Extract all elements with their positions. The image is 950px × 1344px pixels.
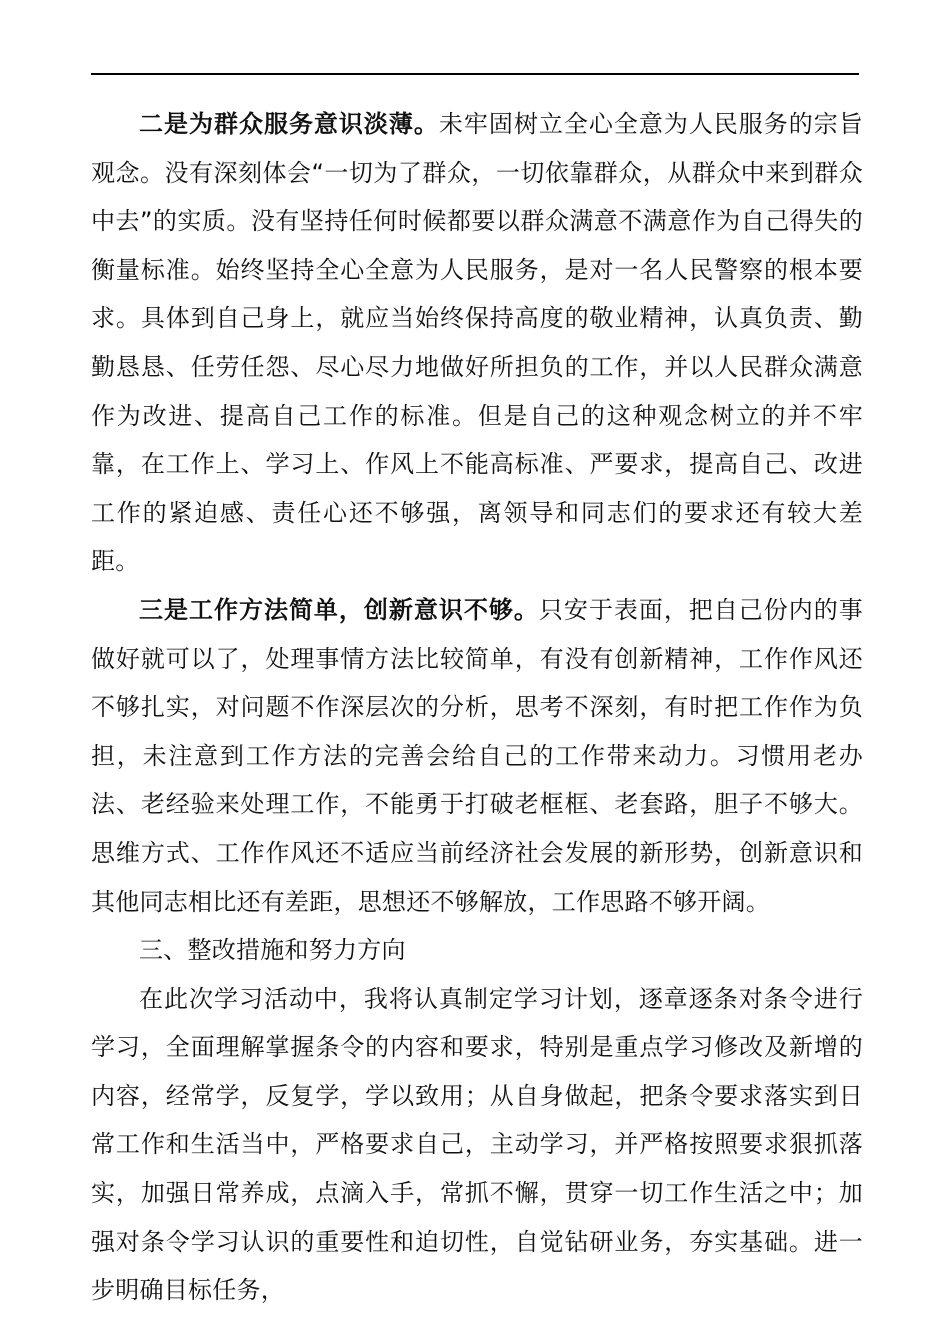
paragraph-text: 未牢固树立全心全意为人民服务的宗旨观念。没有深刻体会“一切为了群众，一切依靠群众，从群众中来到群众中去”的实质。没有坚持任何时候都要以群众满意不满意作为自己得失的衡量标准。始终坚持全心全意为人民服务，是对一名人民警察的根本要求。具体到自己身上，就应当始终保持高度的敬业精神，认真负责、勤勤恳恳、任劳任怨、尽心尽力地做好所担负的工作，并以人民群众满意作为改进、提高自己工作的标准。但是自己的这种观念树立的并不牢靠，在工作上、学习上、作风上不能高标准、严要求，提高自己、改进工作的紧迫感、责任心还不够强，离领导和同志们的要求还有较大差距。	[91, 110, 864, 576]
paragraph-rectification: 在此次学习活动中，我将认真制定学习计划，逐章逐条对条令进行学习，全面理解掌握条令的内容和要求，特别是重点学习修改及新增的内容，经常学，反复学，学以致用；从自身做起，把条令要求落实到日常工作和生活当中，严格要求自己，主动学习，并严格按照要求狠抓落实，加强日常养成，点滴入手，常抓不懈，贯穿一切工作生活之中；加强对条令学习认识的重要性和迫切性，自觉钻研业务，夯实基础。进一步明确目标任务，	[91, 984, 863, 1305]
paragraph-lead: 二是为群众服务意识淡薄。	[139, 110, 439, 138]
paragraph-lead: 三是工作方法简单，创新意识不够。	[139, 595, 539, 624]
section-heading: 三、整改措施和努力方向	[139, 936, 406, 965]
document-body	[91, 100, 863, 1315]
paragraph-text: 只安于表面，把自己份内的事做好就可以了，处理事情方法比较简单，有没有创新精神，工作作风还不够扎实，对问题不作深层次的分析，思考不深刻，有时把工作作为负担，未注意到工作方法的完善会给自己的工作带来动力。习惯用老办法、老经验来处理工作，不能勇于打破老框框、老套路，胆子不够大。思维方式、工作作风还不适应当前经济社会发展的新形势，创新意识和其他同志相比还有差距，思想还不够解放，工作思路不够开阔。	[91, 595, 864, 916]
header-rule	[91, 73, 859, 75]
paragraph-service-awareness	[91, 100, 863, 586]
paragraph-work-method	[91, 586, 863, 926]
